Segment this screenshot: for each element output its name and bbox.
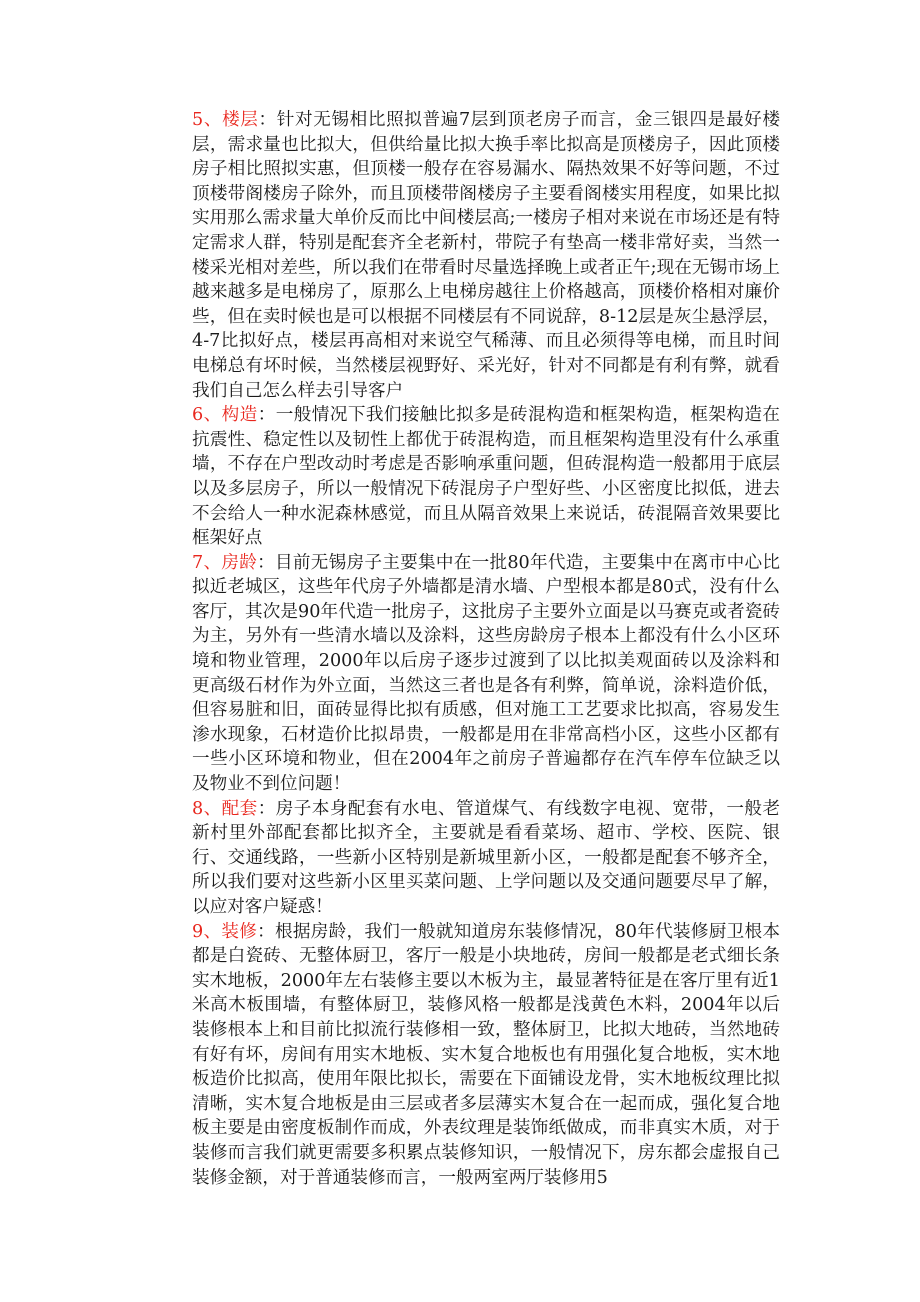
section-number: 8、 [192, 798, 222, 819]
section-decoration [192, 920, 780, 1191]
section-floor [192, 108, 780, 403]
section-body: ：针对无锡相比照拟普遍7层到顶老房子而言，金三银四是最好楼层，需求量也比拟大，但供给量比拟大换手率比拟高是顶楼房子，因此顶楼房子相比照拟实惠，但顶楼一般存在容易漏水、隔热效果不好等问题，不过顶楼带阁楼房子除外，而且顶楼带阁楼房子主要看阁楼实用程度，如果比拟实用那么需求量大单价反而比中间楼层高;一楼房子相对来说在市场还是有特定需求人群，特别是配套齐全老新村，带院子有垫高一楼非常好卖，当然一楼采光相对差些，所以我们在带看时尽量选择晚上或者正午;现在无锡市场上越来越多是电梯房了，原那么上电梯房越往上价格越高，顶楼价格相对廉价些，但在卖时候也是可以根据不同楼层有不同说辞，8-12层是灰尘悬浮层，4-7比拟好点，楼层再高相对来说空气稀薄、而且必须得等电梯，而且时间电梯总有坏时候，当然楼层视野好、采光好，针对不同都是有利有弊，就看我们自己怎么样去引导客户 [192, 110, 780, 401]
section-number: 9、 [192, 921, 222, 942]
section-number: 5、 [192, 110, 223, 130]
section-facilities [192, 797, 780, 920]
section-number: 6、 [192, 405, 222, 426]
section-structure [192, 403, 780, 551]
section-age [192, 551, 780, 797]
section-number: 7、 [192, 552, 222, 573]
section-body: ：房子本身配套有水电、管道煤气、有线数字电视、宽带，一般老新村里外部配套都比拟齐全，主要就是看看菜场、超市、学校、医院、银行、交通线路，一些新小区特别是新城里新小区，一般都是配套不够齐全，所以我们要对这些新小区里买菜问题、上学问题以及交通问题要尽早了解，以应对客户疑惑！ [192, 798, 780, 917]
section-body: ：目前无锡房子主要集中在一批80年代造，主要集中在离市中心比拟近老城区，这些年代房子外墙都是清水墙、户型根本都是80式，没有什么客厅，其次是90年代造一批房子，这批房子主要外立面是以马赛克或者瓷砖为主，另外有一些清水墙以及涂料，这些房龄房子根本上都没有什么小区环境和物业管理，2000年以后房子逐步过渡到了以比拟美观面砖以及涂料和更高级石材作为外立面，当然这三者也是各有利弊，简单说，涂料造价低，但容易脏和旧，面砖显得比拟有质感，但对施工工艺要求比拟高，容易发生渗水现象，石材造价比拟昂贵，一般都是用在非常高档小区，这些小区都有一些小区环境和物业，但在2004年之前房子普遍都存在汽车停车位缺乏以及物业不到位问题！ [192, 552, 780, 795]
section-title: 配套 [221, 798, 258, 819]
document-page [192, 108, 780, 1190]
section-body: ：一般情况下我们接触比拟多是砖混构造和框架构造，框架构造在抗震性、稳定性以及韧性上都优于砖混构造，而且框架构造里没有什么承重墙，不存在户型改动时考虑是否影响承重问题，但砖混构造一般都用于底层以及多层房子，所以一般情况下砖混房子户型好些、小区密度比拟低，进去不会给人一种水泥森林感觉，而且从隔音效果上来说话，砖混隔音效果要比框架好点 [192, 405, 780, 549]
section-title: 装修 [221, 921, 258, 942]
section-title: 构造 [221, 405, 258, 426]
section-body: ：根据房龄，我们一般就知道房东装修情况，80年代装修厨卫根本都是白瓷砖、无整体厨卫，客厅一般是小块地砖，房间一般都是老式细长条实木地板，2000年左右装修主要以木板为主，最显著特征是在客厅里有近1米高木板围墙，有整体厨卫，装修风格一般都是浅黄色木料，2004年以后装修根本上和目前比拟流行装修相一致，整体厨卫，比拟大地砖，当然地砖有好有坏，房间有用实木地板、实木复合地板也有用强化复合地板，实木地板造价比拟高，使用年限比拟长，需要在下面铺设龙骨，实木地板纹理比拟清晰，实木复合地板是由三层或者多层薄实木复合在一起而成，强化复合地板主要是由密度板制作而成，外表纹理是装饰纸做成，而非真实木质，对于装修而言我们就更需要多积累点装修知识，一般情况下，房东都会虚报自己装修金额，对于普通装修而言，一般两室两厅装修用5 [192, 921, 780, 1188]
section-title: 楼层 [222, 110, 259, 130]
section-title: 房龄 [221, 552, 258, 573]
